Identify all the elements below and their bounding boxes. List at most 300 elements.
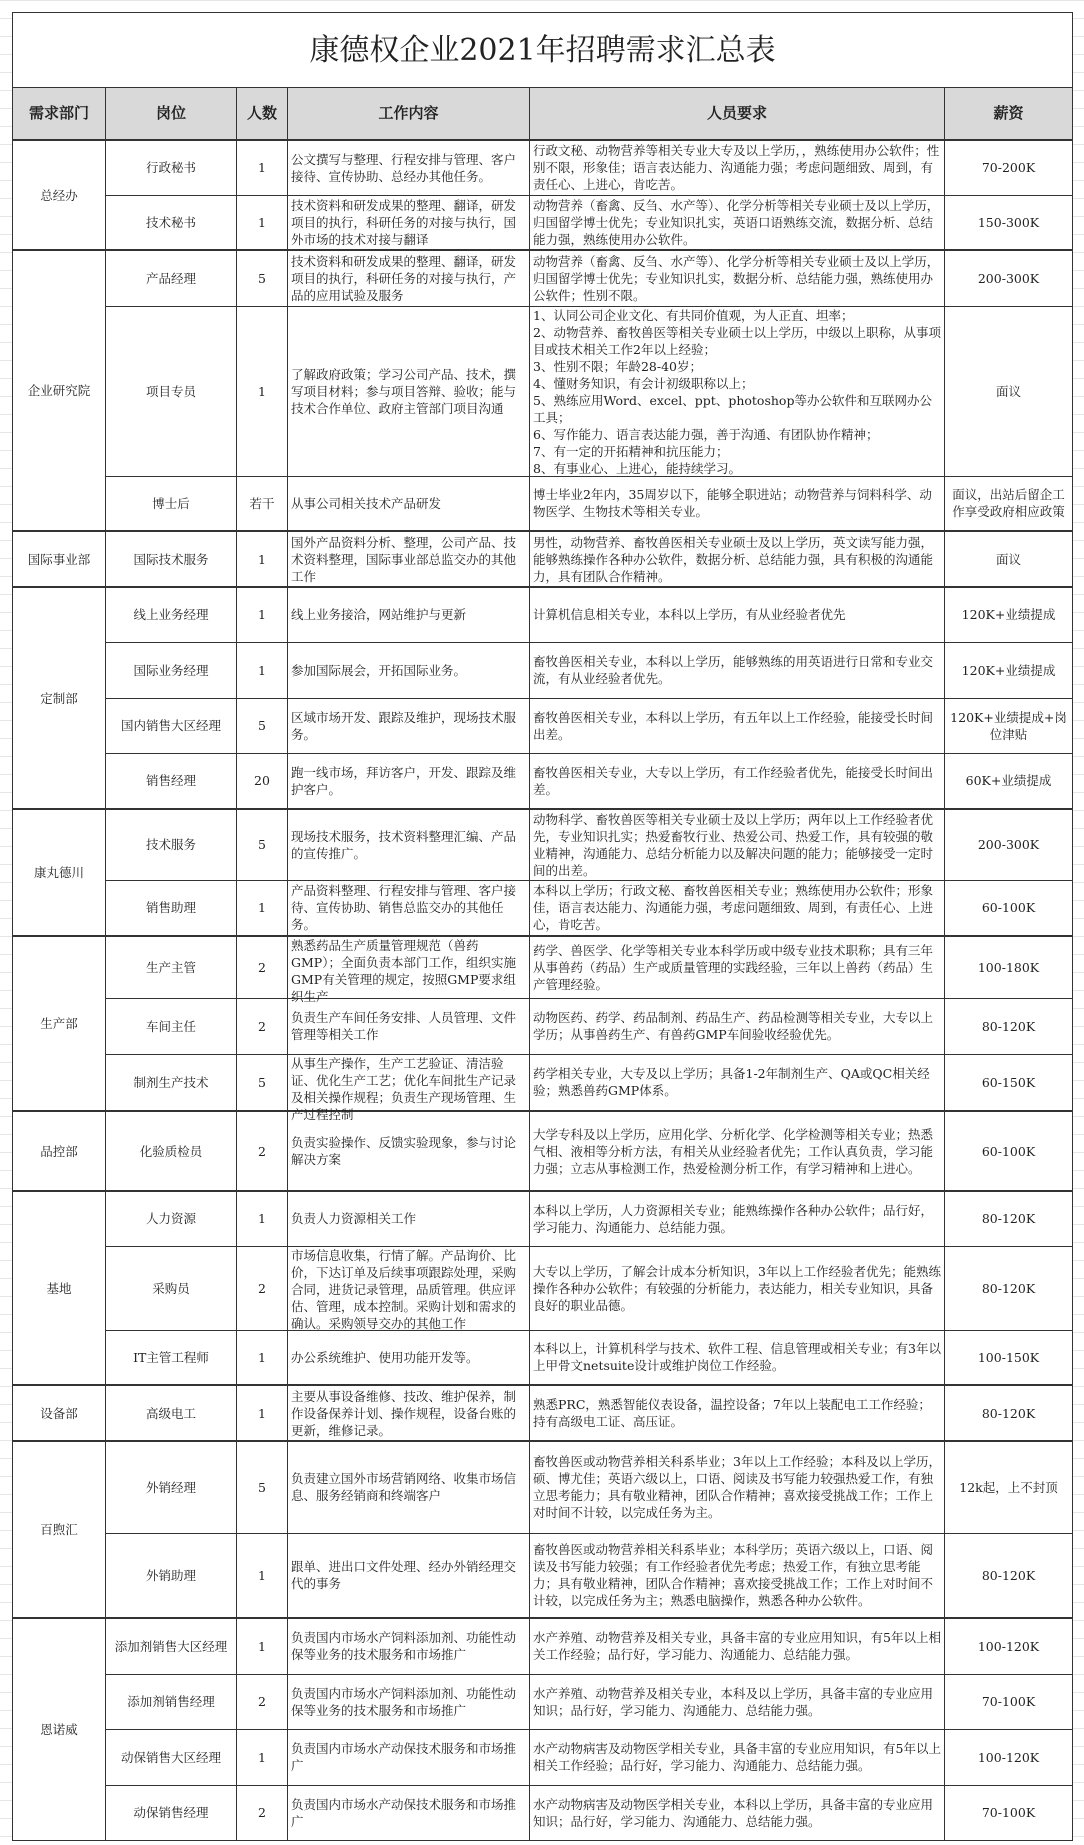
requirements-cell-text: 本科以上，计算机科学与技术、软件工程、信息管理或相关专业；有3年以上甲骨文netsuite设计或维护岗位工作经验。 — [533, 1341, 941, 1374]
salary-cell[interactable] — [945, 1191, 1073, 1246]
salary-cell-text: 面议 — [996, 383, 1022, 399]
position-cell-text: 外销助理 — [145, 1567, 196, 1583]
salary-cell-text: 80-120K — [981, 1567, 1036, 1583]
position-cell-text: 销售经理 — [145, 773, 196, 789]
salary-cell[interactable] — [945, 1618, 1073, 1674]
requirements-cell-text: 本科以上学历，人力资源相关专业；能熟练操作各种办公软件；品行好，学习能力、沟通能力、总结能力强。 — [533, 1202, 934, 1235]
position-cell-text: 生产主管 — [145, 959, 196, 975]
position-cell-text: 添加剂销售经理 — [127, 1694, 215, 1709]
header-position[interactable]: 岗位 — [106, 88, 237, 141]
department-cell-text: 设备部 — [40, 1405, 78, 1421]
salary-cell[interactable] — [945, 1054, 1073, 1111]
position-cell[interactable] — [106, 809, 237, 880]
count-cell[interactable] — [237, 1246, 288, 1330]
count-cell[interactable] — [237, 1385, 288, 1441]
requirements-cell[interactable] — [530, 1441, 945, 1533]
duties-cell[interactable] — [288, 1785, 530, 1840]
count-cell-text: 5 — [258, 1074, 266, 1090]
requirements-cell[interactable] — [530, 306, 945, 476]
position-cell[interactable] — [106, 936, 237, 998]
position-cell-text: 技术秘书 — [145, 214, 196, 230]
duties-cell[interactable] — [288, 1533, 530, 1618]
position-cell-text: 销售助理 — [145, 900, 196, 916]
department-cell-text: 康丸德川 — [33, 865, 84, 880]
position-cell-text: 国际业务经理 — [133, 662, 209, 678]
salary-cell-text: 60K+业绩提成 — [965, 773, 1052, 789]
duties-cell-text: 从事生产操作，生产工艺验证、清洁验证、优化生产工艺；优化车间批生产记录及相关操作规程；负责生产现场管理、生产过程控制 — [291, 1055, 517, 1122]
position-cell-text: 项目专员 — [145, 383, 196, 399]
position-cell[interactable] — [106, 1054, 237, 1111]
requirements-cell-text: 动物科学、畜牧兽医等相关专业硕士及以上学历；两年以上工作经验者优先，专业知识扎实；热爱畜牧行业、热爱公司、热爱工作，具有较强的敬业精神，沟通能力、总结分析能力以及解决问题的能力；能够接受一定时间的出差。 — [533, 811, 934, 878]
requirements-cell-text: 本科以上学历；行政文秘、畜牧兽医相关专业；熟练使用办公软件；形象佳，语言表达能力、沟通能力强，考虑问题细致、周到，有责任心、上进心，肯吃苦。 — [533, 883, 934, 933]
count-cell[interactable] — [237, 195, 288, 250]
position-cell-text: 车间主任 — [145, 1018, 196, 1034]
requirements-cell-text: 计算机信息相关专业，本科以上学历，有从业经验者优先 — [533, 607, 846, 623]
salary-cell-text: 70-100K — [981, 1805, 1036, 1820]
position-cell-text: 动保销售大区经理 — [120, 1749, 221, 1765]
duties-cell-text: 参加国际展会，开拓国际业务。 — [291, 662, 467, 678]
count-cell[interactable] — [237, 476, 288, 531]
duties-cell[interactable] — [288, 753, 530, 809]
position-cell[interactable] — [106, 1674, 237, 1729]
count-cell-text: 2 — [258, 959, 266, 975]
duties-cell[interactable] — [288, 587, 530, 642]
count-cell-text: 1 — [258, 662, 266, 678]
department-cell[interactable] — [13, 1191, 106, 1385]
position-cell-text: 产品经理 — [145, 270, 196, 286]
header-duties[interactable]: 工作内容 — [288, 88, 530, 141]
position-cell-text: 采购员 — [152, 1280, 190, 1296]
requirements-cell-text: 博士毕业2年内，35周岁以下，能够全职进站；动物营养与饲料科学、动物医学、生物技术等相关专业。 — [533, 487, 932, 520]
department-cell[interactable] — [13, 1111, 106, 1191]
table-row — [13, 1618, 1073, 1674]
requirements-cell[interactable] — [530, 1533, 945, 1618]
salary-cell[interactable] — [945, 1785, 1073, 1840]
recruitment-table — [12, 12, 1073, 1841]
duties-cell[interactable] — [288, 1054, 530, 1122]
table-row — [13, 306, 1073, 476]
count-cell[interactable] — [237, 809, 288, 880]
duties-cell[interactable] — [288, 642, 530, 698]
requirements-cell[interactable] — [530, 753, 945, 809]
position-cell[interactable] — [106, 642, 237, 698]
department-cell-text: 定制部 — [40, 690, 78, 706]
header-department[interactable]: 需求部门 — [13, 88, 106, 141]
recruitment-sheet — [12, 12, 1072, 1841]
position-cell-text: 国际技术服务 — [133, 551, 209, 567]
duties-cell[interactable] — [288, 698, 530, 753]
duties-cell[interactable] — [288, 880, 530, 936]
table-row — [13, 1674, 1073, 1729]
duties-cell-text: 负责国内市场水产动保技术服务和市场推广 — [291, 1796, 517, 1829]
salary-cell[interactable] — [945, 880, 1073, 936]
header-count[interactable]: 人数 — [237, 88, 288, 141]
position-cell-text: 外销经理 — [145, 1479, 196, 1495]
requirements-cell-text: 水产养殖、动物营养及相关专业，具备丰富的专业应用知识，有5年以上相关工作经验；品行好，学习能力、沟通能力、总结能力强。 — [533, 1630, 941, 1663]
requirements-cell-text: 畜牧兽医或动物营养相关科系毕业；3年以上工作经验；本科及以上学历，硕、博尤佳；英语六级以上，口语、阅读及书写能力较强热爱工作，有独立思考能力；具有敬业精神，团队合作精神；喜欢接受挑战工作；工作上对时间不计较，以完成任务为主。 — [533, 1454, 941, 1521]
position-cell-text: 化验质检员 — [139, 1143, 203, 1159]
duties-cell-text: 熟悉药品生产质量管理规范（兽药GMP）；全面负责本部门工作，组织实施GMP有关管理的规定，按照GMP要求组织生产 — [291, 938, 516, 1005]
count-cell-text: 1 — [258, 1405, 266, 1421]
position-cell[interactable] — [106, 195, 237, 250]
position-cell[interactable] — [106, 476, 237, 531]
count-cell[interactable] — [237, 140, 288, 195]
requirements-cell-text: 畜牧兽医相关专业，大专以上学历，有工作经验者优先，能接受长时间出差。 — [533, 764, 934, 797]
department-cell[interactable] — [13, 587, 106, 809]
position-cell[interactable] — [106, 1191, 237, 1246]
salary-cell[interactable] — [945, 998, 1073, 1054]
requirements-cell[interactable] — [530, 587, 945, 642]
count-cell-text: 2 — [258, 1018, 266, 1034]
duties-cell[interactable] — [288, 1385, 530, 1441]
count-cell[interactable] — [237, 936, 288, 998]
salary-cell-text: 60-100K — [981, 900, 1036, 916]
duties-cell-text: 办公系统维护、使用功能开发等。 — [291, 1349, 479, 1365]
requirements-cell[interactable] — [530, 1618, 945, 1674]
table-row — [13, 587, 1073, 642]
duties-cell-text: 负责国内市场水产饲料添加剂、功能性动保等业务的技术服务和市场推广 — [291, 1685, 517, 1718]
duties-cell-text: 主要从事设备维修、技改、维护保养，制作设备保养计划、操作规程，设备台账的更新，维修记录。 — [291, 1388, 517, 1438]
position-cell[interactable] — [106, 306, 237, 476]
department-cell[interactable] — [13, 936, 106, 1111]
position-cell[interactable] — [106, 140, 237, 195]
requirements-cell-text: 动物医药、药学、药品制剂、药品生产、药品检测等相关专业，大专以上学历；从事兽药生产、有兽药GMP车间验收经验优先。 — [533, 1010, 934, 1042]
table-row — [13, 880, 1073, 936]
count-cell[interactable] — [237, 250, 288, 306]
salary-cell[interactable] — [945, 753, 1073, 809]
salary-cell[interactable] — [945, 1674, 1073, 1729]
requirements-cell-text: 大学专科及以上学历，应用化学、分析化学、化学检测等相关专业；热悉气相、液相等分析方法，有相关从业经验者优先；工作认真负责，学习能力强；立志从事检测工作，热爱检测分析工作，有学习精神和上进心。 — [533, 1126, 934, 1176]
count-cell-text: 5 — [258, 837, 266, 853]
salary-cell[interactable] — [945, 1533, 1073, 1618]
count-cell-text: 1 — [258, 607, 266, 623]
count-cell[interactable] — [237, 1533, 288, 1618]
requirements-cell-text: 动物营养（畜禽、反刍、水产等）、化学分析等相关专业硕士及以上学历，归国留学博士优先；专业知识扎实，英语口语熟练交流，数据分析、总结能力强，熟练使用办公软件。 — [533, 197, 940, 247]
department-cell-text: 企业研究院 — [27, 383, 91, 398]
requirements-cell-text: 药学、兽医学、化学等相关专业本科学历或中级专业技术职称；具有三年从事兽药（药品）生产或质量管理的实践经验，三年以上兽药（药品）生产管理经验。 — [533, 942, 934, 992]
salary-cell-text: 面议，出站后留企工作享受政府相应政策 — [952, 487, 1065, 520]
department-cell-text: 总经办 — [40, 187, 78, 203]
salary-cell-text: 70-200K — [981, 160, 1036, 176]
count-cell-text: 5 — [258, 718, 266, 733]
count-cell-text: 1 — [258, 1349, 266, 1365]
position-cell-text: 国内销售大区经理 — [120, 718, 221, 733]
table-row — [13, 1729, 1073, 1785]
table-row — [13, 1246, 1073, 1330]
salary-cell[interactable] — [945, 809, 1073, 880]
table-row — [13, 250, 1073, 306]
salary-cell[interactable] — [945, 476, 1073, 531]
position-cell[interactable] — [106, 753, 237, 809]
salary-cell-text: 100-180K — [977, 959, 1040, 975]
department-cell[interactable] — [13, 531, 106, 587]
salary-cell[interactable] — [945, 195, 1073, 250]
salary-cell-text: 80-120K — [981, 1211, 1036, 1227]
count-cell[interactable] — [237, 698, 288, 753]
salary-cell-text: 80-120K — [981, 1018, 1036, 1034]
table-row — [13, 140, 1073, 195]
count-cell-text: 1 — [258, 1749, 266, 1765]
duties-cell[interactable] — [288, 476, 530, 531]
sheet-title: 康德权企业2021年招聘需求汇总表 — [13, 13, 1073, 88]
duties-cell-text: 跟单、进出口文件处理、经办外销经理交代的事务 — [291, 1559, 517, 1592]
position-cell[interactable] — [106, 1441, 237, 1533]
count-cell-text: 2 — [258, 1280, 266, 1296]
requirements-cell[interactable] — [530, 998, 945, 1054]
count-cell-text: 20 — [254, 773, 270, 789]
requirements-cell[interactable] — [530, 1191, 945, 1246]
count-cell[interactable] — [237, 306, 288, 476]
duties-cell-text: 从事公司相关技术产品研发 — [291, 495, 442, 511]
count-cell[interactable] — [237, 1785, 288, 1840]
count-cell[interactable] — [237, 1618, 288, 1674]
count-cell-text: 1 — [258, 383, 266, 399]
department-cell-text: 恩诺威 — [40, 1721, 78, 1737]
count-cell-text: 1 — [258, 160, 266, 176]
count-cell-text: 5 — [258, 270, 266, 286]
duties-cell-text: 负责国内市场水产饲料添加剂、功能性动保等业务的技术服务和市场推广 — [291, 1630, 517, 1663]
requirements-cell-text: 畜牧兽医相关专业，本科以上学历，有五年以上工作经验，能接受长时间出差。 — [533, 709, 934, 742]
requirements-cell[interactable] — [530, 698, 945, 753]
requirements-cell[interactable] — [530, 1785, 945, 1840]
position-cell[interactable] — [106, 1729, 237, 1785]
requirements-cell[interactable] — [530, 809, 945, 880]
department-cell-text: 基地 — [46, 1280, 72, 1296]
duties-cell[interactable] — [288, 195, 530, 250]
duties-cell-text: 负责建立国外市场营销网络、收集市场信息、服务经销商和终端客户 — [291, 1471, 517, 1504]
requirements-cell-text: 畜牧兽医相关专业，本科以上学历，能够熟练的用英语进行日常和专业交流，有从业经验者优先。 — [533, 654, 934, 686]
requirements-cell-text: 1、认同公司企业文化、有共同价值观，为人正直、坦率； 2、动物营养、畜牧兽医等相关专业硕士以上学历，中级以上职称，从事项目或技术相关工作2年以上经验； 3、性别不限；年龄28-40岁； 4、懂财务知识，有会计初级职称以上； 5、熟练应用Word、excel、ppt、photoshop等办公软件和互联网办公工具； 6、写作能力、语言表达能力强，善于沟通、有团队协作精神； 7、有一定的开拓精神和抗压能力； 8、有事业心、上进心，能持续学习。 — [533, 308, 941, 476]
position-cell-text: 人力资源 — [145, 1211, 196, 1227]
salary-cell[interactable] — [945, 306, 1073, 476]
duties-cell-text: 负责生产车间任务安排、人员管理、文件管理等相关工作 — [291, 1010, 517, 1042]
count-cell[interactable] — [237, 1674, 288, 1729]
duties-cell[interactable] — [288, 809, 530, 880]
position-cell[interactable] — [106, 1533, 237, 1618]
count-cell[interactable] — [237, 998, 288, 1054]
requirements-cell[interactable] — [530, 195, 945, 250]
count-cell[interactable] — [237, 1729, 288, 1785]
count-cell[interactable] — [237, 1330, 288, 1385]
salary-cell-text: 120K+业绩提成 — [961, 607, 1056, 623]
table-row — [13, 998, 1073, 1054]
position-cell[interactable] — [106, 698, 237, 753]
position-cell-text: 行政秘书 — [145, 160, 196, 176]
requirements-cell[interactable] — [530, 1246, 945, 1330]
requirements-cell-text: 男性，动物营养、畜牧兽医相关专业硕士及以上学历，英文读写能力强，能够熟练操作各种办公软件，数据分析、总结能力强，具有积极的沟通能力，具有团队合作精神。 — [533, 534, 934, 584]
requirements-cell[interactable] — [530, 476, 945, 531]
department-cell[interactable] — [13, 1441, 106, 1618]
salary-cell[interactable] — [945, 936, 1073, 998]
duties-cell-text: 负责国内市场水产动保技术服务和市场推广 — [291, 1741, 517, 1773]
department-cell[interactable] — [13, 809, 106, 936]
count-cell-text: 1 — [258, 900, 266, 916]
salary-cell[interactable] — [945, 250, 1073, 306]
salary-cell-text: 100-120K — [977, 1749, 1040, 1765]
duties-cell[interactable] — [288, 1441, 530, 1533]
position-cell[interactable] — [106, 1618, 237, 1674]
salary-cell-text: 60-100K — [981, 1143, 1036, 1159]
duties-cell[interactable] — [288, 936, 530, 1005]
salary-cell[interactable] — [945, 587, 1073, 642]
count-cell[interactable] — [237, 531, 288, 587]
position-cell[interactable] — [106, 1246, 237, 1330]
count-cell-text: 1 — [258, 1567, 266, 1583]
position-cell[interactable] — [106, 1111, 237, 1191]
duties-cell[interactable] — [288, 1246, 530, 1330]
salary-cell-text: 200-300K — [977, 270, 1040, 286]
position-cell-text: 博士后 — [152, 495, 190, 511]
requirements-cell[interactable] — [530, 1111, 945, 1191]
count-cell[interactable] — [237, 1054, 288, 1111]
requirements-cell-text: 动物营养（畜禽、反刍、水产等）、化学分析等相关专业硕士及以上学历，归国留学博士优先；专业知识扎实，数据分析、总结能力强，熟练使用办公软件；性别不限。 — [533, 253, 940, 303]
department-cell-text: 国际事业部 — [27, 551, 91, 567]
position-cell[interactable] — [106, 587, 237, 642]
salary-cell[interactable] — [945, 1385, 1073, 1441]
requirements-cell[interactable] — [530, 642, 945, 698]
requirements-cell[interactable] — [530, 140, 945, 195]
count-cell[interactable] — [237, 642, 288, 698]
duties-cell-text: 市场信息收集，行情了解。产品询价、比价，下达订单及后续事项跟踪处理，采购合同，进货记录管理，品质管理。供应评估、管理，成本控制。采购计划和需求的确认。采购领导交办的其他工作 — [291, 1248, 517, 1331]
requirements-cell[interactable] — [530, 1330, 945, 1385]
requirements-cell-text: 水产动物病害及动物医学相关专业，本科以上学历，具备丰富的专业应用知识；品行好，学习能力、沟通能力、总结能力强。 — [533, 1796, 934, 1829]
position-cell-text: IT主管工程师 — [133, 1349, 209, 1365]
requirements-cell[interactable] — [530, 936, 945, 998]
salary-cell-text: 12k起，上不封顶 — [959, 1479, 1058, 1495]
requirements-cell-text: 水产动物病害及动物医学相关专业，具备丰富的专业应用知识，有5年以上相关工作经验；品行好，学习能力、沟通能力、总结能力强。 — [533, 1741, 941, 1773]
position-cell[interactable] — [106, 531, 237, 587]
count-cell-text: 2 — [258, 1143, 266, 1159]
salary-cell-text: 100-120K — [977, 1638, 1040, 1654]
count-cell[interactable] — [237, 1111, 288, 1191]
position-cell-text: 制剂生产技术 — [133, 1074, 209, 1090]
table-row — [13, 809, 1073, 880]
position-cell[interactable] — [106, 1785, 237, 1840]
requirements-cell[interactable] — [530, 1729, 945, 1785]
duties-cell[interactable] — [288, 140, 530, 195]
duties-cell-text: 线上业务接洽，网站维护与更新 — [291, 607, 467, 623]
salary-cell[interactable] — [945, 140, 1073, 195]
salary-cell-text: 100-150K — [977, 1349, 1040, 1365]
count-cell[interactable] — [237, 753, 288, 809]
duties-cell[interactable] — [288, 1111, 530, 1191]
department-cell-text: 生产部 — [40, 1016, 78, 1031]
count-cell[interactable] — [237, 1191, 288, 1246]
salary-cell[interactable] — [945, 1729, 1073, 1785]
requirements-cell[interactable] — [530, 531, 945, 587]
department-cell[interactable] — [13, 1385, 106, 1441]
duties-cell[interactable] — [288, 1674, 530, 1729]
department-cell[interactable] — [13, 1618, 106, 1840]
duties-cell-text: 技术资料和研发成果的整理、翻译，研发项目的执行，科研任务的对接与执行，产品的应用试验及服务 — [291, 253, 517, 303]
requirements-cell-text: 水产养殖、动物营养及相关专业，本科及以上学历，具备丰富的专业应用知识；品行好，学习能力、沟通能力、总结能力强。 — [533, 1685, 934, 1718]
requirements-cell[interactable] — [530, 880, 945, 936]
duties-cell[interactable] — [288, 998, 530, 1054]
salary-cell[interactable] — [945, 698, 1073, 753]
duties-cell[interactable] — [288, 531, 530, 587]
salary-cell-text: 面议 — [996, 551, 1022, 567]
salary-cell-text: 120K+业绩提成+岗位津贴 — [950, 709, 1067, 742]
duties-cell[interactable] — [288, 306, 530, 476]
salary-cell[interactable] — [945, 531, 1073, 587]
salary-cell-text: 150-300K — [977, 214, 1040, 230]
requirements-cell[interactable] — [530, 250, 945, 306]
requirements-cell-text: 畜牧兽医或动物营养相关科系毕业；本科学历；英语六级以上，口语、阅读及书写能力较强；有工作经验者优先考虑；热爱工作，有独立思考能力；具有敬业精神，团队合作精神；喜欢接受挑战工作；工作上对时间不计较，以完成任务为主；熟悉电脑操作，熟悉各种办公软件。 — [533, 1542, 934, 1609]
salary-cell[interactable] — [945, 1330, 1073, 1385]
duties-cell[interactable] — [288, 1330, 530, 1385]
requirements-cell-text: 药学相关专业，大专及以上学历；具备1-2年制剂生产、QA或QC相关经验；熟悉兽药GMP体系。 — [533, 1066, 930, 1099]
requirements-cell-text: 大专以上学历，了解会计成本分析知识，3年以上工作经验者优先；能熟练操作各种办公软件；有较强的分析能力，表达能力，相关专业知识，具备良好的职业品德。 — [533, 1263, 941, 1313]
salary-cell[interactable] — [945, 1111, 1073, 1191]
position-cell-text: 技术服务 — [145, 837, 196, 853]
count-cell-text: 若干 — [249, 495, 275, 511]
position-cell[interactable] — [106, 880, 237, 936]
position-cell[interactable] — [106, 250, 237, 306]
duties-cell-text: 负责人力资源相关工作 — [291, 1211, 417, 1227]
department-cell[interactable] — [13, 140, 106, 250]
requirements-cell-text: 熟悉PRC，熟悉智能仪表设备，温控设备；7年以上装配电工工作经验；持有高级电工证、高压证。 — [533, 1397, 931, 1429]
salary-cell[interactable] — [945, 1441, 1073, 1533]
salary-cell[interactable] — [945, 1246, 1073, 1330]
count-cell-text: 1 — [258, 551, 266, 567]
duties-cell-text: 了解政府政策；学习公司产品、技术，撰写项目材料；参与项目答辩、验收；能与技术合作单位、政府主管部门项目沟通 — [291, 366, 517, 416]
count-cell[interactable] — [237, 587, 288, 642]
table-row — [13, 1330, 1073, 1385]
table-row — [13, 642, 1073, 698]
position-cell[interactable] — [106, 998, 237, 1054]
header-salary[interactable]: 薪资 — [945, 88, 1073, 141]
requirements-cell[interactable] — [530, 1054, 945, 1111]
requirements-cell[interactable] — [530, 1674, 945, 1729]
duties-cell[interactable] — [288, 1618, 530, 1674]
salary-cell-text: 70-100K — [981, 1694, 1036, 1709]
table-row — [13, 531, 1073, 587]
header-requirements[interactable]: 人员要求 — [530, 88, 945, 141]
salary-cell-text: 120K+业绩提成 — [961, 662, 1056, 678]
count-cell[interactable] — [237, 1441, 288, 1533]
table-row — [13, 1533, 1073, 1618]
count-cell[interactable] — [237, 880, 288, 936]
count-cell-text: 1 — [258, 1638, 266, 1654]
table-row — [13, 1191, 1073, 1246]
salary-cell[interactable] — [945, 642, 1073, 698]
position-cell-text: 动保销售经理 — [133, 1805, 209, 1820]
position-cell-text: 线上业务经理 — [133, 607, 209, 623]
department-cell[interactable] — [13, 250, 106, 531]
count-cell-text: 2 — [258, 1805, 266, 1820]
duties-cell-text: 现场技术服务，技术资料整理汇编、产品的宣传推广。 — [291, 828, 517, 861]
duties-cell[interactable] — [288, 1729, 530, 1785]
position-cell[interactable] — [106, 1385, 237, 1441]
table-row — [13, 753, 1073, 809]
position-cell-text: 高级电工 — [145, 1405, 196, 1421]
salary-cell-text: 60-150K — [981, 1074, 1036, 1090]
table-row — [13, 1111, 1073, 1191]
requirements-cell-text: 行政文秘、动物营养等相关专业大专及以上学历，，熟练使用办公软件；性别不限，形象佳；语言表达能力、沟通能力强；考虑问题细致、周到，有责任心、上进心，肯吃苦。 — [533, 143, 940, 193]
count-cell-text: 1 — [258, 1211, 266, 1227]
requirements-cell[interactable] — [530, 1385, 945, 1441]
table-row — [13, 936, 1073, 998]
table-row — [13, 476, 1073, 531]
count-cell-text: 2 — [258, 1694, 266, 1709]
position-cell[interactable] — [106, 1330, 237, 1385]
count-cell-text: 1 — [258, 214, 266, 230]
duties-cell[interactable] — [288, 1191, 530, 1246]
table-row — [13, 1785, 1073, 1840]
duties-cell-text: 技术资料和研发成果的整理、翻译，研发项目的执行，科研任务的对接与执行，国外市场的技术对接与翻译 — [291, 197, 517, 247]
salary-cell-text: 80-120K — [981, 1280, 1036, 1296]
duties-cell[interactable] — [288, 250, 530, 306]
